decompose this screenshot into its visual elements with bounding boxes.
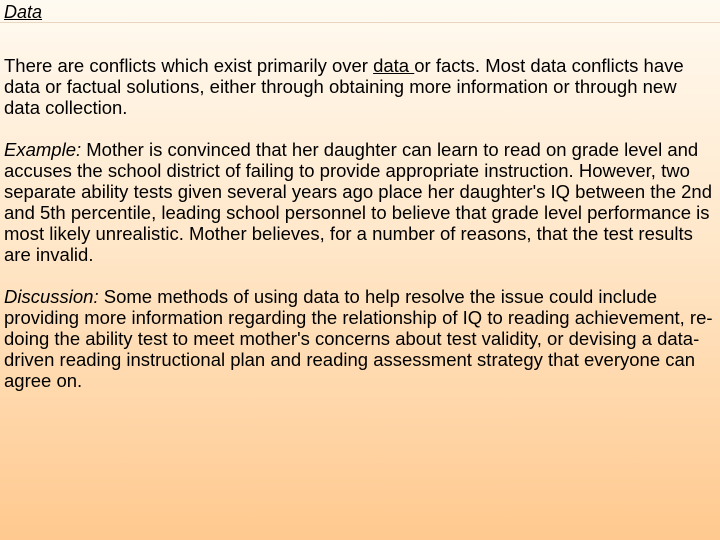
slide-title: Data	[4, 2, 43, 22]
discussion-text: Some methods of using data to help resolve the issue could include providing more information regarding the relationship of IQ to reading achievement, re-doing the ability test to meet mother's concerns about test validity, or devising a data-driven reading instructional plan and reading assessment strategy that everyone can agree on.	[4, 286, 713, 391]
slide-body	[4, 55, 716, 412]
intro-paragraph	[4, 55, 716, 118]
example-paragraph	[4, 139, 716, 265]
intro-text-end: or facts. Most data conflicts have data or factual solutions, either through obtaining more information or through new data collection.	[4, 55, 684, 118]
discussion-label: Discussion:	[4, 286, 99, 307]
example-text: Mother is convinced that her daughter can learn to read on grade level and accuses the school district of failing to provide appropriate instruction. However, two separate ability tests given several years ago place her daughter's IQ between the 2nd and 5th percentile, leading school personnel to believe that grade level performance is most likely unrealistic. Mother believes, for a number of reasons, that the test results are invalid.	[4, 139, 712, 265]
intro-underlined-word: data	[373, 55, 415, 76]
example-label: Example:	[4, 139, 82, 160]
discussion-paragraph	[4, 286, 716, 391]
title-bar	[0, 0, 720, 23]
intro-text-start: There are conflicts which exist primarily over	[4, 55, 374, 76]
